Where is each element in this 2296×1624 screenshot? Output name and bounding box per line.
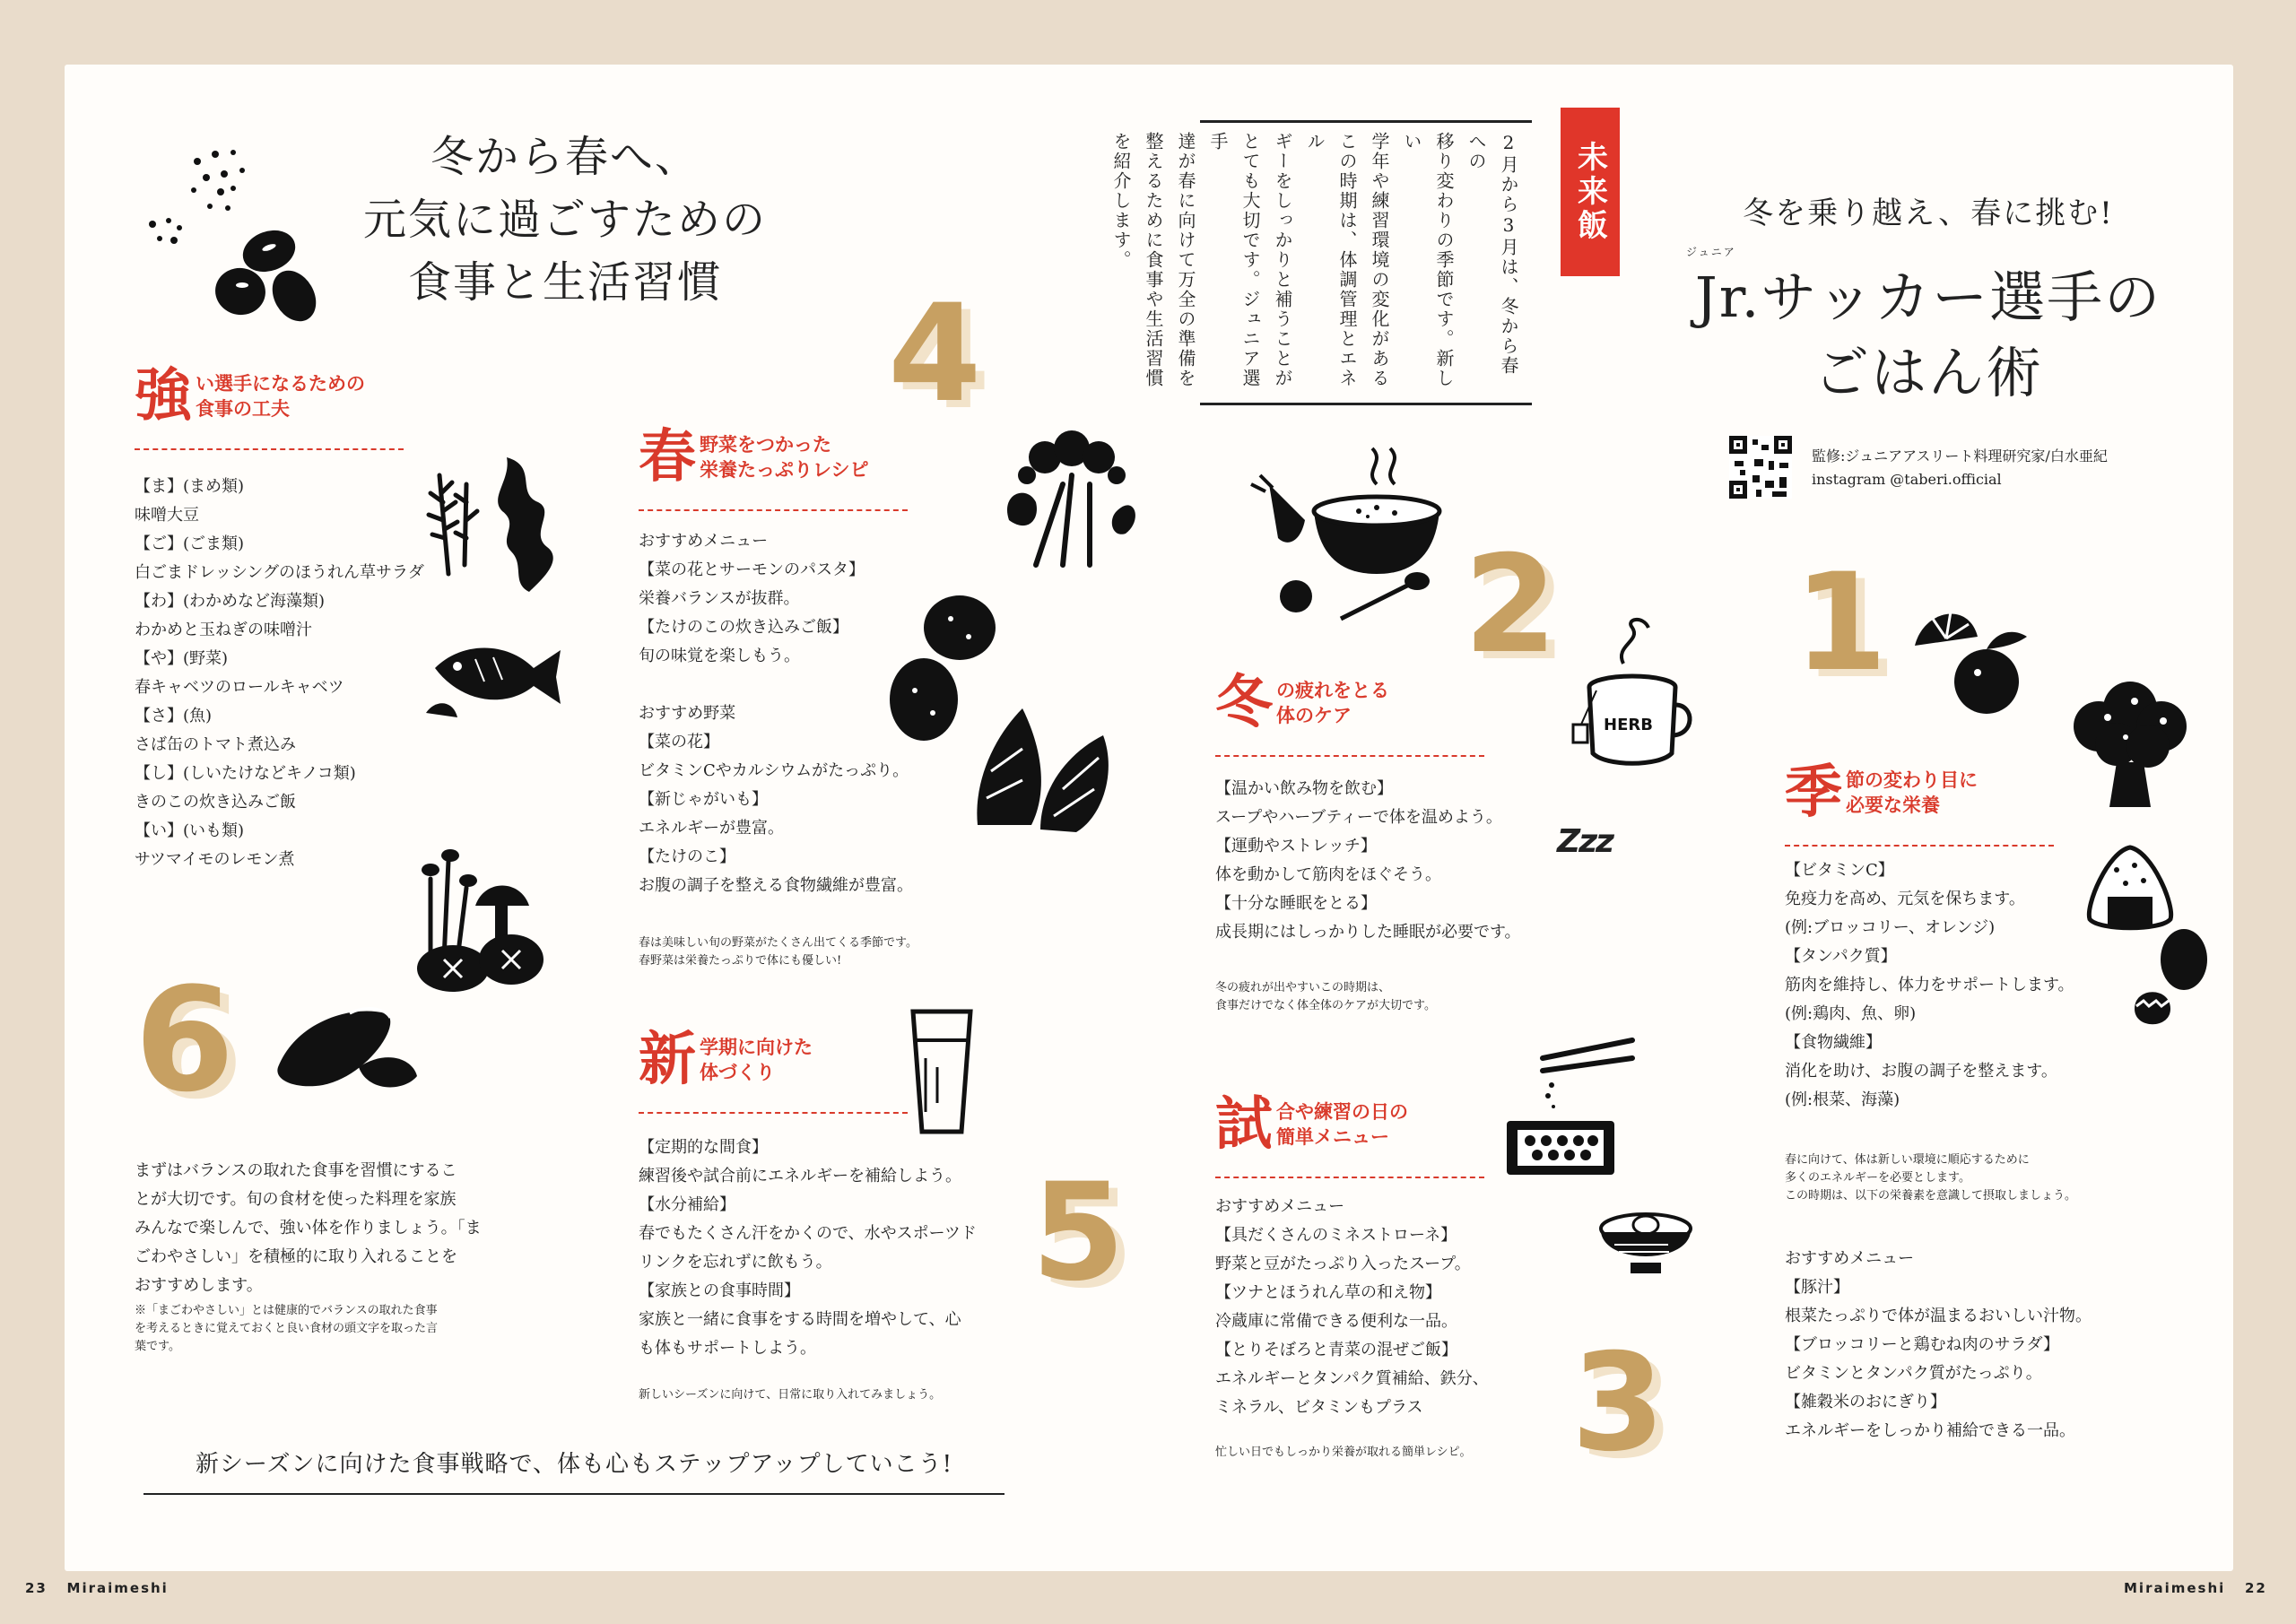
section-divider bbox=[639, 1112, 908, 1114]
section-title-line: の疲れをとる bbox=[1276, 680, 1389, 701]
mushroom-illustration bbox=[395, 843, 556, 995]
list-item: お腹の調子を整える食物繊維が豊富。 bbox=[639, 876, 913, 895]
section-divider bbox=[1215, 1177, 1484, 1178]
section-number-3: 3 bbox=[1571, 1325, 1665, 1481]
list-item: 【ビタミンC】 bbox=[1785, 861, 1894, 880]
list-item: おすすめメニュー bbox=[639, 532, 769, 551]
list-item: 【し】(しいたけなどキノコ類) bbox=[135, 764, 356, 783]
intro-line: ギーをしっかりと補うことが bbox=[1272, 132, 1293, 388]
note-line: を考えるときに覚えておくと良い食材の頭文字を取った言 bbox=[135, 1322, 439, 1335]
list-item: 【家族との食事時間】 bbox=[639, 1281, 800, 1300]
list-item: も体もサポートしよう。 bbox=[639, 1339, 816, 1358]
section-initial: 春 bbox=[639, 424, 696, 491]
section-number-5: 5 bbox=[1031, 1155, 1126, 1311]
list-item: 冷蔵庫に常備できる便利な一品。 bbox=[1215, 1312, 1457, 1331]
list-item: おすすめメニュー bbox=[1215, 1197, 1345, 1216]
list-item: 練習後や試合前にエネルギーを補給しよう。 bbox=[639, 1167, 961, 1185]
brand-tag: 未来飯 bbox=[1561, 108, 1620, 276]
list-item: 【雑穀米のおにぎり】 bbox=[1785, 1393, 1946, 1411]
list-item: 【ツナとほうれん草の和え物】 bbox=[1215, 1283, 1441, 1302]
list-item: 【十分な睡眠をとる】 bbox=[1215, 894, 1377, 913]
brand-name: Miraimeshi bbox=[66, 1580, 169, 1596]
section-initial: 冬 bbox=[1215, 670, 1273, 736]
section-title-line: 必要な栄養 bbox=[1846, 795, 1940, 816]
section-divider bbox=[135, 448, 404, 450]
body-line: おすすめします。 bbox=[135, 1276, 263, 1295]
note-line: 冬の疲れが出やすいこの時期は、 bbox=[1215, 981, 1391, 994]
section-match-heading bbox=[1215, 1091, 1408, 1158]
left-page-title bbox=[350, 126, 780, 314]
list-item: 野菜と豆がたっぷり入ったスープ。 bbox=[1215, 1255, 1471, 1273]
beans-illustration bbox=[135, 135, 350, 332]
list-item: 【菜の花とサーモンのパスタ】 bbox=[639, 560, 865, 579]
rice-bowl-illustration bbox=[1596, 1202, 1695, 1282]
list-item: 【新じゃがいも】 bbox=[639, 790, 768, 809]
page-number: 23 bbox=[25, 1580, 48, 1596]
bottom-banner: 新シーズンに向けた食事戦略で、体も心もステップアップしていこう! bbox=[144, 1446, 1004, 1495]
list-item: リンクを忘れずに飲もう。 bbox=[639, 1253, 832, 1272]
section-title-line: 野菜をつかった bbox=[700, 434, 831, 456]
list-item: わかめと玉ねぎの味噌汁 bbox=[135, 621, 312, 639]
section-title-line: 合や練習の日の bbox=[1276, 1101, 1408, 1123]
qr-code-icon[interactable] bbox=[1729, 436, 1792, 499]
season-menu-list bbox=[1785, 1245, 2092, 1446]
note-line: ※「まごわやさしい」とは健康的でバランスの取れた食事 bbox=[135, 1304, 438, 1317]
body-line: まずはバランスの取れた食事を習慣にするこ bbox=[135, 1161, 457, 1180]
soup-bowl-illustration bbox=[1251, 448, 1448, 628]
broccoli-illustration bbox=[2063, 682, 2197, 816]
section-title-line: 節の変わり目に bbox=[1846, 769, 1978, 791]
note-line: 春は美味しい旬の野菜がたくさん出てくる季節です。 bbox=[639, 936, 918, 950]
body-line: ごわやさしい」を積極的に取り入れることを bbox=[135, 1247, 457, 1266]
season-nutrient-list bbox=[1785, 856, 2074, 1115]
list-item: 【わ】(わかめなど海藻類) bbox=[135, 592, 326, 611]
intro-box bbox=[1110, 120, 1532, 405]
spring-recipe-list bbox=[639, 527, 913, 900]
section-title-line: 簡単メニュー bbox=[1276, 1126, 1389, 1148]
page-footer-left bbox=[25, 1580, 169, 1596]
onigiri-illustration bbox=[2081, 843, 2179, 933]
list-item: 【具だくさんのミネストローネ】 bbox=[1215, 1226, 1457, 1245]
supervisor-credit: 監修:ジュニアアスリート料理研究家/白水亜紀 bbox=[1812, 447, 2108, 465]
intro-line: この時期は、体調管理とエネル bbox=[1304, 132, 1358, 388]
body-line: みんなで楽しんで、強い体を作りましょう。「ま bbox=[135, 1219, 482, 1238]
herb-label: HERB bbox=[1604, 716, 1653, 734]
list-item: 【ま】(まめ類) bbox=[135, 477, 245, 496]
list-item: スープやハーブティーで体を温めよう。 bbox=[1215, 808, 1502, 827]
credits bbox=[1812, 445, 2108, 491]
section-initial: 試 bbox=[1215, 1091, 1273, 1158]
list-item: 【たけのこ】 bbox=[639, 847, 735, 866]
section-initial: 季 bbox=[1785, 760, 1842, 826]
title-line: 元気に過ごすための bbox=[362, 195, 767, 245]
list-item: 【ブロッコリーと鶏むね肉のサラダ】 bbox=[1785, 1335, 2059, 1354]
list-item: ミネラル、ビタミンもプラス bbox=[1215, 1398, 1423, 1417]
list-item: 【水分補給】 bbox=[639, 1195, 735, 1214]
list-item: (例:根菜、海藻) bbox=[1785, 1090, 1900, 1109]
list-item: エネルギーが豊富。 bbox=[639, 819, 784, 838]
list-item: エネルギーをしっかり補給できる一品。 bbox=[1785, 1421, 2075, 1440]
section-title-line: 学期に向けた bbox=[700, 1037, 813, 1058]
list-item: 筋肉を維持し、体力をサポートします。 bbox=[1785, 976, 2074, 994]
season-note bbox=[1785, 1151, 2076, 1205]
list-item: 白ごまドレッシングのほうれん草サラダ bbox=[135, 563, 424, 582]
section-title-line: 食事の工夫 bbox=[196, 398, 290, 420]
list-item: 免疫力を高め、元気を保ちます。 bbox=[1785, 890, 2025, 908]
list-item: きのこの炊き込みご飯 bbox=[135, 793, 296, 812]
rapeseed-illustration bbox=[1000, 421, 1144, 574]
list-item: 春でもたくさん汗をかくので、水やスポーツド bbox=[639, 1224, 977, 1243]
list-item: 成長期にはしっかりした睡眠が必要です。 bbox=[1215, 923, 1521, 942]
section-winter-heading bbox=[1215, 670, 1389, 736]
sleep-icon: Zzz bbox=[1557, 823, 1613, 860]
title-line: Jr.サッカー選手の bbox=[1694, 265, 2162, 330]
instagram-handle[interactable]: instagram @taberi.official bbox=[1812, 471, 2002, 488]
list-item: ビタミンとタンパク質がたっぷり。 bbox=[1785, 1364, 2042, 1383]
intro-line: を紹介します。 bbox=[1110, 132, 1132, 270]
section-spring-heading bbox=[639, 424, 869, 491]
match-note: 忙しい日でもしっかり栄養が取れる簡単レシピ。 bbox=[1215, 1446, 1472, 1459]
herb-mug-illustration bbox=[1561, 619, 1695, 771]
title-line: 冬から春へ、 bbox=[430, 132, 700, 182]
list-item: 【食物繊維】 bbox=[1785, 1033, 1882, 1052]
title-line: 食事と生活習慣 bbox=[407, 257, 722, 308]
section-strong-heading bbox=[135, 363, 365, 430]
section-initial: 新 bbox=[639, 1027, 696, 1093]
note-line: 春に向けて、体は新しい環境に順応するために bbox=[1785, 1153, 2030, 1167]
new-note: 新しいシーズンに向けて、日常に取り入れてみましょう。 bbox=[639, 1388, 942, 1402]
section6-body bbox=[135, 1157, 601, 1300]
list-item: 【ご】(ごま類) bbox=[135, 534, 245, 553]
list-item: 【さ】(魚) bbox=[135, 707, 213, 725]
intro-line: とても大切です。ジュニア選手 bbox=[1207, 132, 1261, 388]
section-title-line: 栄養たっぷりレシピ bbox=[700, 459, 869, 481]
note-line: 葉です。 bbox=[135, 1340, 180, 1353]
vertical-intro bbox=[1105, 132, 1525, 394]
page-footer-right bbox=[2124, 1580, 2267, 1596]
ruby-text: ジュニア bbox=[1686, 246, 1736, 258]
citrus-illustration bbox=[1915, 592, 2040, 717]
list-item: 体を動かして筋肉をほぐそう。 bbox=[1215, 865, 1441, 884]
main-title bbox=[1659, 260, 2197, 411]
list-item: サツマイモのレモン煮 bbox=[135, 850, 295, 869]
list-item: 【温かい飲み物を飲む】 bbox=[1215, 779, 1393, 798]
match-menu-list bbox=[1215, 1193, 1489, 1422]
section-divider bbox=[1785, 845, 2054, 847]
list-item: 根菜たっぷりで体が温まるおいしい汁物。 bbox=[1785, 1307, 2092, 1325]
section-number-2: 2 bbox=[1464, 527, 1558, 683]
list-item: 【豚汁】 bbox=[1785, 1278, 1849, 1297]
list-item: 消化を助け、お腹の調子を整えます。 bbox=[1785, 1062, 2057, 1081]
herb-seaweed-illustration bbox=[422, 448, 574, 601]
spring-note bbox=[639, 934, 918, 970]
bamboo-shoot-illustration bbox=[969, 699, 1121, 834]
winter-note bbox=[1215, 979, 1436, 1015]
section-divider bbox=[639, 509, 908, 511]
section-initial: 強 bbox=[135, 363, 192, 430]
list-item: おすすめメニュー bbox=[1785, 1249, 1915, 1268]
list-item: 春キャベツのロールキャベツ bbox=[135, 678, 344, 697]
fish-illustration bbox=[426, 632, 570, 740]
list-item: 【菜の花】 bbox=[639, 733, 719, 751]
list-item: エネルギーとタンパク質補給、鉄分、 bbox=[1215, 1369, 1489, 1388]
section6-note bbox=[135, 1302, 601, 1356]
intro-line: 学年や練習環境の変化がある bbox=[1369, 132, 1390, 388]
list-item: 【い】(いも類) bbox=[135, 821, 245, 840]
section-number-1: 1 bbox=[1794, 545, 1888, 701]
list-item: (例:鶏肉、魚、卵) bbox=[1785, 1004, 1917, 1023]
natto-illustration bbox=[1498, 1040, 1641, 1184]
sweet-potato-illustration bbox=[269, 986, 422, 1094]
intro-line: 達が春に向けて万全の準備を bbox=[1175, 132, 1196, 388]
note-line: 食事だけでなく体全体のケアが大切です。 bbox=[1215, 999, 1436, 1012]
section-new-heading bbox=[639, 1027, 813, 1093]
subtitle: 冬を乗り越え、春に挑む! bbox=[1743, 195, 2114, 231]
list-item: 【定期的な間食】 bbox=[639, 1138, 768, 1157]
section-number-6: 6 bbox=[135, 956, 235, 1124]
glass-illustration bbox=[906, 1004, 978, 1139]
winter-care-list bbox=[1215, 775, 1521, 947]
intro-line: 移り変わりの季節です。新しい bbox=[1401, 132, 1455, 388]
section-season-heading bbox=[1785, 760, 1978, 826]
body-line: とが大切です。旬の食材を使った料理を家族 bbox=[135, 1190, 457, 1209]
note-line: 多くのエネルギーを必要とします。 bbox=[1785, 1171, 1970, 1185]
list-item: 【運動やストレッチ】 bbox=[1215, 837, 1377, 855]
brand-name: Miraimeshi bbox=[2124, 1580, 2226, 1596]
section-title-line: い選手になるための bbox=[196, 373, 365, 395]
page-number: 22 bbox=[2244, 1580, 2267, 1596]
list-item: 【とりそぼろと青菜の混ぜご飯】 bbox=[1215, 1341, 1457, 1359]
intro-line: 2月から3月は、冬から春への bbox=[1465, 132, 1519, 376]
section-title-line: 体のケア bbox=[1276, 705, 1352, 726]
intro-line: 整えるために食事や生活習慣 bbox=[1143, 132, 1164, 388]
new-term-list bbox=[639, 1133, 977, 1363]
list-item: さば缶のトマト煮込み bbox=[135, 735, 296, 754]
list-item: 味噌大豆 bbox=[135, 506, 199, 525]
list-item: 家族と一緒に食事をする時間を増やして、心 bbox=[639, 1310, 961, 1329]
note-line: この時期は、以下の栄養素を意識して摂取しましょう。 bbox=[1785, 1189, 2077, 1203]
list-item bbox=[639, 671, 913, 699]
list-item: ビタミンCやカルシウムがたっぷり。 bbox=[639, 761, 909, 780]
list-item: (例:ブロッコリー、オレンジ) bbox=[1785, 918, 1996, 937]
list-item: 【や】(野菜) bbox=[135, 649, 229, 668]
title-line: ごはん術 bbox=[1813, 340, 2043, 405]
strong-food-list bbox=[135, 473, 424, 874]
egg-illustration bbox=[2126, 924, 2215, 1040]
list-item: 【たけのこの炊き込みご飯】 bbox=[639, 618, 848, 637]
section-divider bbox=[1215, 755, 1484, 757]
section-number-4: 4 bbox=[888, 276, 982, 432]
list-item: 【タンパク質】 bbox=[1785, 947, 1897, 966]
list-item: おすすめ野菜 bbox=[639, 704, 736, 723]
list-item: 栄養バランスが抜群。 bbox=[639, 589, 800, 608]
section-title-line: 体づくり bbox=[700, 1062, 775, 1083]
note-line: 春野菜は栄養たっぷりで体にも優しい! bbox=[639, 954, 842, 968]
list-item: 旬の味覚を楽しもう。 bbox=[639, 647, 800, 665]
